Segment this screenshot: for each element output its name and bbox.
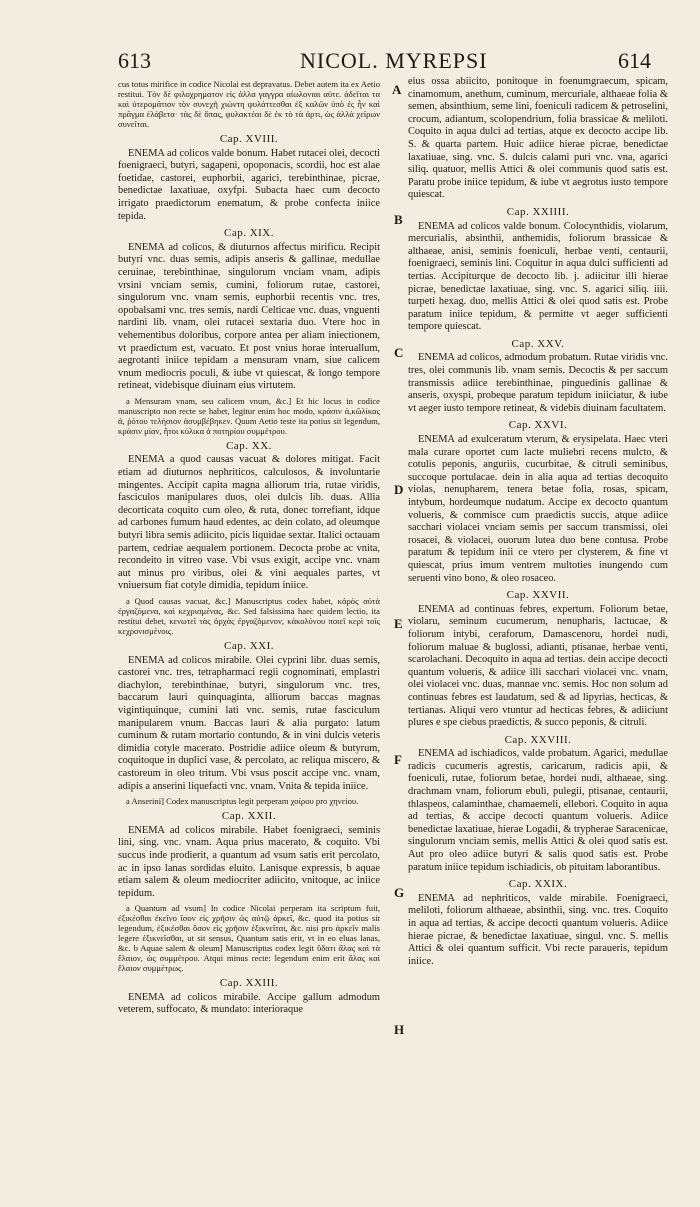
recipe-paragraph: ENEMA ad colicos mirabile. Olei cyprini libr. duas semis, castorei vnc. tres, tetrapharmaci regii cognominati, emplastri diachylon, terebinthinae, butyri, singulorum vnc. tres, baccarum lauri quinquaginta, alliorum baccas magnas vigintiquinque, cumini lati vnc. semis, rutae fasciculum manipularem vnum. Baccas lauri & alia purgato: latum cuminum & rutam mortario contundo, & in vini dulcis veteris dimidia cotyle macerato. Postridie adiice oleum & butyrum, coquitoque in duplici vase, & percolato, ac reliqua miscero, & castoreum in oleo tritum. Vbi vsus poscit accipe vnc. vnam, adipis a anserini liquefacti vnc. vnam. Vnita & tepida iniice. bbox=[118, 654, 380, 792]
margin-letter-e: E bbox=[394, 616, 403, 631]
running-head: NICOL. MYREPSI bbox=[300, 48, 488, 73]
footnote: a Anserini] Codex manuscriptus legit perperam χοίρου pro χηνείου. bbox=[126, 796, 359, 807]
page-number-right: 614 bbox=[618, 48, 651, 73]
chapter-heading: Cap. XXVI. bbox=[508, 419, 568, 432]
margin-letter-g: G bbox=[394, 885, 405, 900]
chapter-heading: Cap. XXIIII. bbox=[506, 205, 570, 218]
chapter-heading: Cap. XXVIII. bbox=[504, 733, 572, 746]
recipe-paragraph: ENEMA ad colicos mirabile. Accipe gallum admodum veterem, suffocato, & mundato: interioraque bbox=[118, 991, 380, 1016]
margin-letter-d: D bbox=[394, 482, 404, 497]
recipe-paragraph: ENEMA ad exulceratum vterum, & erysipelata. Haec vteri mala curare oportet cum lacte muliebri recens mulcto, & cotulis peponis, anguriis, cucurbitae, & citruli seminibus, succoque portulacae. dein in alia aqua ad tertias decoquito violas, nenupharem, tenera betae folia, rosas, spicam, intybum, hordeumque nudatum. Accipe ex decocto quantum volueris, & commisce cum praedictis succis, atque adiice sacchari violacei vnciam semis per saccum transmissi, olei rosacei, & violacei, ouorum lutea duo bene contusa. Probe paratum & tepidum inii ce vtero per clysterem, & fine vt quiescat, prius imum ventrem multoties inungendo cum seruenti vino bono, & oleo rosaceo. bbox=[408, 434, 668, 584]
recipe-paragraph: ENEMA ad colicos valde bonum. Habet rutacei olei, decocti foenigraeci, butyri, sagapeni, opoponacis, scordii, hoc est alae foetidae, castorei, euphorbii, agarici, terebinthinae, picrae, benedictae laxatiuae, oxyfpi. Subacta haec cum decocto irrigato praedictorum enematum, & probe confecta iniice tepida. bbox=[118, 147, 380, 222]
margin-letter-h: H bbox=[394, 1022, 405, 1037]
left-column bbox=[118, 76, 380, 1019]
footnote: a Mensuram vnam, seu calicem vnum, &c.] Et hic locus in codice manuscripto non recte se habet, legitur enim hoc modo, κράσιν ἀ,κῶλίκας ἀ, ῥότου τελήσιον ἀσυμβέβηκεν. Quum Aetio teste ita potius sit legendum, κράσιν μίαν, ἤτοι κύλικα ἀ ποτηρίου συμμέτρου. bbox=[118, 395, 380, 436]
chapter-heading: Cap. XXIII. bbox=[219, 977, 279, 990]
chapter-heading: Cap. XXVII. bbox=[506, 589, 570, 602]
margin-letter-f: F bbox=[394, 752, 402, 767]
recipe-paragraph: ENEMA ad ischiadicos, valde probatum. Agarici, medullae radicis cucumeris agrestis, caricarum, radicis apii, & foeniculi, rutae, foliorum betae, hordei nudi, althaeae, sing. drachmam vnam, foliorum ebuli, pulegii, ptisanae, centaurii, thlaspeos, calaminthae, chamaemeli, ellebori. Coquito in aqua ad tertias, & accipe decocti quantum volueris. Adiice benedictae laxatiuae, hierae Logadii, & trypherae Saracenicae, singulorum vnciam semis, mellis Attici & olei quod satis est. Aut pro oleo adiice butyri & salis quod satis est. Probe paratum iniice tepidum ischiadicis, ob pituitam laborantibus. bbox=[408, 748, 668, 873]
recipe-paragraph: ENEMA ad colicos mirabile. Habet foenigraeci, seminis lini, sing. vnc. vnam. Aqua prius macerato, & coquito. Vbi succus inde prodierit, a quantum ad vsum satis erit percolato, ac in ipso lanas sordidas eluito. Lanisque expressis, b aquae etiam salem & oleum mediocriter adiicito, vnitoque, ac iniice tepidum. bbox=[118, 824, 380, 899]
footnote: a Quod causas vacuat, &c.] Manuscriptus codex habet, κἀρὸς αὐτὰ ἐργαζόμενα, καὶ κεχρισμένας, &c. Sed falsissima haec quidem lectio, ita restitui debet, κενωτεῖ τὰς ἀρχὰς ἐργαζόμενον, κἀκολύνου ποιεῖ κερὶ τοῖς κεχρονισμένοις. bbox=[118, 596, 380, 636]
footnote: a Quantum ad vsum] In codice Nicolai perperam ita scriptum fuit, ἐξικέσθαι ἐκεῖνο ἴσον εἰς χρῆσιν ὡς αὐτῷ ἀρκεῖ, &c. quod ita potius sit legendum, ἐξικέσθαι ὅσον εἰς χρῆσιν ἐξικνεῖται, &c. nisi pro ἀρκεῖν malis legere ἐξικνεῖσθαι, ut sit sensus, Quantum satis erit, vt in eo eluas lanas, &c. b Aquae salem & oleum] Manuscriptus codex legit ὕδατι ἅλας καὶ τὰ ἔλαιον, ὡς συμμέτρου. Atqui minus recte: legendum enim erit ἅλας καὶ ἔλαιον συμμέτρως. bbox=[118, 903, 380, 974]
recipe-paragraph: ENEMA ad continuas febres, expertum. Foliorum betae, violaru, seminum cucumerum, nenupharis, lactucae, & foliorum intybi, ceraforum, Damascenoru, hordei nudi, foliorum maluae & buglossi, adianti, ptisanae, herbae venti, scarolachani. Decoquito in aqua ad tertias. dein accipe decocti quantum volueris, & adiice illi sacchari violacei vnc. vnam, olei violacei vnc. duas, mannae vnc. semis. Hoc non solum ad continuas febres est laudatum, sed & ad lipyrias, hecticas, & tertianas. Aliqui vero vtuntur ad hecticas febres, & adiiciunt plures e spe ciebus praedictis, & succo peponis, & citruli. bbox=[408, 603, 668, 729]
recipe-paragraph: eius ossa abiicito, ponitoque in foenumgraecum, spicam, cinamomum, anethum, cuminum, mercuriale, althaeae folia & semen, absinthium, seme lini, foeniculi radicem & petroselini, crocum, adiantum, scolopendrium, folia brassicae & meliloti. Coquito in aqua dulci ad tertias, atque ex decocto accipe lib. S. & quarta partem. Huic adiice hierae picrae, benedictae laxatiuae, sing. vnc. S. dulcis calami puri vnc. vna, agarici siliq. quatuor, mellis Attici & olei communis quod satis est. Paratu probe iniice tepidum, & iube vt aegrotus iusto tempore quiescat. bbox=[408, 76, 668, 201]
chapter-heading: Cap. XX. bbox=[226, 439, 272, 452]
chapter-heading: Cap. XVIII. bbox=[219, 133, 279, 145]
chapter-heading: Cap. XXIX. bbox=[508, 878, 568, 891]
recipe-paragraph: ENEMA ad colicos valde bonum. Colocynthidis, violarum, mercurialis, absinthii, anthemidis, foliorum brassicae & althaeae, anisi, seminis foeniculi, herbae venti, centaurii, foenigraeci, seminis lini. Coquitur in aqua dulci sufficienti ad tertias. Accipiturque de decocto lib. j. adiicitur illi hierae picrae, benedictae laxatiuae, sing. vnc. S. agarici siliq. iiii. turpeti hexag. duo, mellis Attici & olei quod satis est. Probe paratum iniice tepidum, & permitte vt aeger sufficienti tempore quiescat. bbox=[408, 220, 668, 333]
margin-letter-c: C bbox=[394, 345, 404, 360]
page-number-left: 613 bbox=[118, 48, 151, 73]
chapter-heading: Cap. XIX. bbox=[223, 227, 275, 240]
recipe-paragraph: ENEMA ad colicos, & diuturnos affectus mirificu. Recipit butyri vnc. duas semis, adipis anseris & gallinae, medullae ceruinae, terebinthinae, singulorum vnciam vnam, adipis vrsini vnciam semis, cumini, foliorum rutae, castorei, singulorum vnc. vnam semis, euphorbii recentis vnc. tres, opobalsami vnc. tres semis, nardi Celticae vnc. duas, vnguenti nardini lib. vnam, olei rutacei sextaria duo. Vtere hoc in vehementibus doloribus, corpore antea per aliam iniectionem, vt praedictum est, vacuato. Et post vnius horae interuallum, aegrotanti iniice tepidam a mensuram vnam, siue calicem vnum mediocris poculi, & iube vt quiescat, & longo tempore retineat, videbisque diuinam eius virtutem. bbox=[118, 241, 380, 392]
recipe-paragraph: ENEMA ad colicos, admodum probatum. Rutae viridis vnc. tres, olei communis lib. vnam semis. Decoctis & per saccum transmissis adiice terebinthinae, pinguedinis gallinae & anseris, oxyspi, probeque paratum tepidum iniiciatur, & iube vt aeger iusto tempore retineat, & videbis diuinam facultatem. bbox=[408, 352, 668, 414]
recipe-paragraph: ENEMA ad nephriticos, valde mirabile. Foenigraeci, meliloti, foliorum althaeae, absinthii, sing. vnc. tres. Coquito in aqua ad tertias, & accipe decocti quantum volueris. Adiice hierae picrae, & benedictae laxatiuae, singul. vnc. S. mellis Attici & olei quantum sufficit. Vbi recte paraueris, tepidum iniice. bbox=[408, 892, 668, 967]
right-column bbox=[408, 76, 668, 970]
footnote-continuation: cus totus mirifice in codice Nicolai est depravatus. Debet autem ita ex Aetio restitui. Τὸν δὲ φιλοχρηματον εἰς ἀλλα γαγγρα αἰωλονιαι αὐτε. ἀδεῖται τα καὶ ὑτερομάτιον τὸν συνεχῆ χιώντη φυλάττεσθαι ἐξ καλῶν ὑπὸ ἐς ἦν καὶ πρᾶγμα ἐλάβετα· τὰς δὲ ὅπας, φυλακτέαι δὲ ἐκ τὸ τὰ ἀρτι, ὡς ἀλλὰ χεῖρων συνεῖται. bbox=[118, 79, 380, 129]
margin-letter-b: B bbox=[394, 212, 403, 227]
chapter-heading: Cap. XXI. bbox=[223, 640, 275, 652]
chapter-heading: Cap. XXII. bbox=[221, 810, 277, 823]
chapter-heading: Cap. XXV. bbox=[511, 337, 565, 350]
recipe-paragraph: ENEMA a quod causas vacuat & dolores mitigat. Facit etiam ad diuturnos nephriticos, calculosos, & involuntarie mingentes. Accipit capita magna alliorum tria, rutae viridis, fasciculos manipulares duos, olei dulcis lib. duas. Allia decorticata coquito cum oleo, & ruta, donec torrefiant, idque ad carbones fumum haud edentes, ac dein colato, ad oleumque butyri libra semis adiicito, picis liquidae sextar. Italici octauam partem, cedriae aequalem portionem. Decocta probe ac vnita, recondeito in vitreo vase. Vbi vsus exigit, accipe vnc. vnam aut minus pro viribus, olei & vini aequales partes, vt vniuersum fiat cotyle dimidia, tepidum iniice. bbox=[118, 454, 380, 592]
margin-letter-a: A bbox=[392, 82, 402, 97]
